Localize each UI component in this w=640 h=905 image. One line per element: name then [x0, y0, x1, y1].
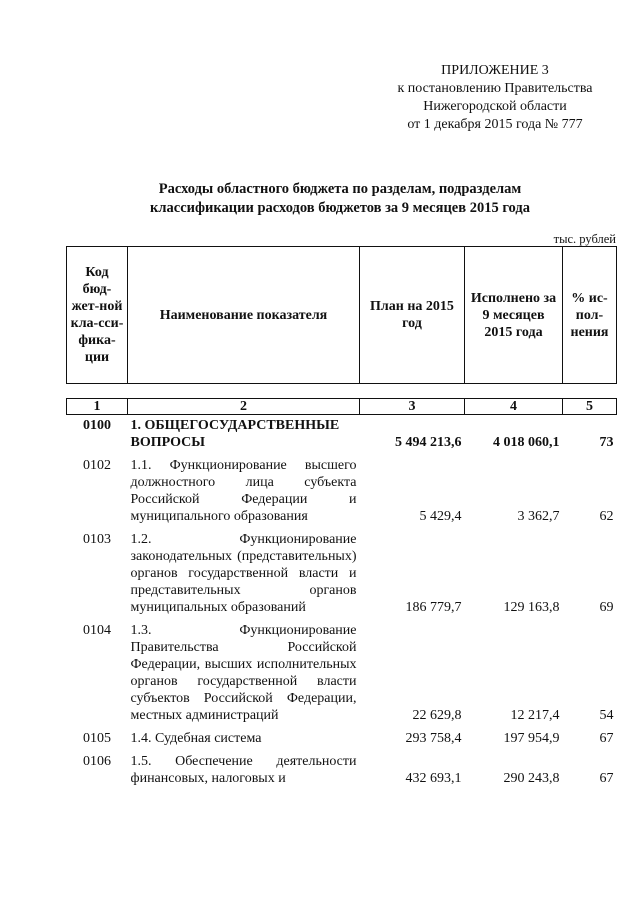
- row-plan: 5 429,4: [419, 509, 462, 524]
- col-number-1: 1: [67, 399, 128, 415]
- column-number-row: [67, 399, 617, 415]
- annex-header: [360, 62, 630, 134]
- row-plan: 293 758,4: [405, 731, 462, 746]
- row-name: 1. ОБЩЕГОСУДАРСТВЕННЫЕ ВОПРОСЫ: [130, 418, 340, 450]
- row-percent: 67: [599, 731, 614, 746]
- header-executed: Исполнено за 9 месяцев 2015 года: [465, 247, 563, 384]
- row-name: 1.4. Судебная система: [130, 731, 262, 746]
- row-executed: 290 243,8: [503, 771, 560, 786]
- header-name: Наименование показателя: [128, 247, 360, 384]
- table-row: [67, 620, 617, 728]
- row-plan: 186 779,7: [405, 600, 462, 615]
- row-code: 0106: [83, 754, 111, 769]
- title-line-1: Расходы областного бюджета по разделам, подразделам: [158, 181, 522, 197]
- col-number-5: 5: [563, 399, 617, 415]
- row-code: 0102: [83, 458, 111, 473]
- row-plan: 432 693,1: [405, 771, 462, 786]
- row-name: 1.3. Функционирование Правительства Российской Федерации, высших исполнительных органов государственной власти субъектов Российской Федерации, местных администраций: [130, 623, 357, 723]
- annex-ref-line: к постановлению Правительства: [397, 81, 593, 96]
- budget-table: [66, 246, 617, 791]
- row-percent: 67: [599, 771, 614, 786]
- row-executed: 197 954,9: [503, 731, 560, 746]
- row-code: 0104: [83, 623, 111, 638]
- table-header-row: [67, 247, 617, 384]
- row-code: 0103: [83, 532, 111, 547]
- table-row: [67, 751, 617, 791]
- units-label: тыс. рублей: [553, 232, 616, 246]
- annex-number: ПРИЛОЖЕНИЕ 3: [441, 63, 549, 78]
- row-executed: 129 163,8: [503, 600, 560, 615]
- col-number-2: 2: [128, 399, 360, 415]
- title-line-2: классификации расходов бюджетов за 9 месяцев 2015 года: [150, 200, 530, 216]
- row-executed: 4 018 060,1: [493, 435, 560, 450]
- row-percent: 62: [599, 509, 614, 524]
- row-percent: 54: [599, 708, 614, 723]
- row-plan: 5 494 213,6: [395, 435, 462, 450]
- row-code: 0105: [83, 731, 111, 746]
- table-row: [67, 455, 617, 529]
- row-name: 1.1. Функционирование высшего должностного лица субъекта Российской Федерации и муниципального образования: [130, 458, 357, 524]
- annex-region: Нижегородской области: [423, 99, 567, 114]
- row-name: 1.2. Функционирование законодательных (представительных) органов государственной власти и представительных органов муниципальных образований: [130, 532, 357, 615]
- row-code: 0100: [83, 418, 111, 433]
- row-percent: 69: [599, 600, 614, 615]
- header-percent: % ис-пол-нения: [563, 247, 617, 384]
- header-code: Код бюд-жет-ной кла-сси-фика-ции: [67, 247, 128, 384]
- row-executed: 12 217,4: [510, 708, 560, 723]
- table-row: [67, 529, 617, 620]
- table-row: [67, 728, 617, 751]
- document-title: [60, 180, 620, 218]
- annex-date: от 1 декабря 2015 года № 777: [407, 117, 583, 132]
- row-plan: 22 629,8: [412, 708, 462, 723]
- row-name: 1.5. Обеспечение деятельности финансовых, налоговых и: [130, 754, 357, 786]
- row-percent: 73: [599, 435, 614, 450]
- col-number-3: 3: [360, 399, 465, 415]
- header-plan: План на 2015 год: [360, 247, 465, 384]
- row-executed: 3 362,7: [517, 509, 560, 524]
- col-number-4: 4: [465, 399, 563, 415]
- table-row: [67, 415, 617, 456]
